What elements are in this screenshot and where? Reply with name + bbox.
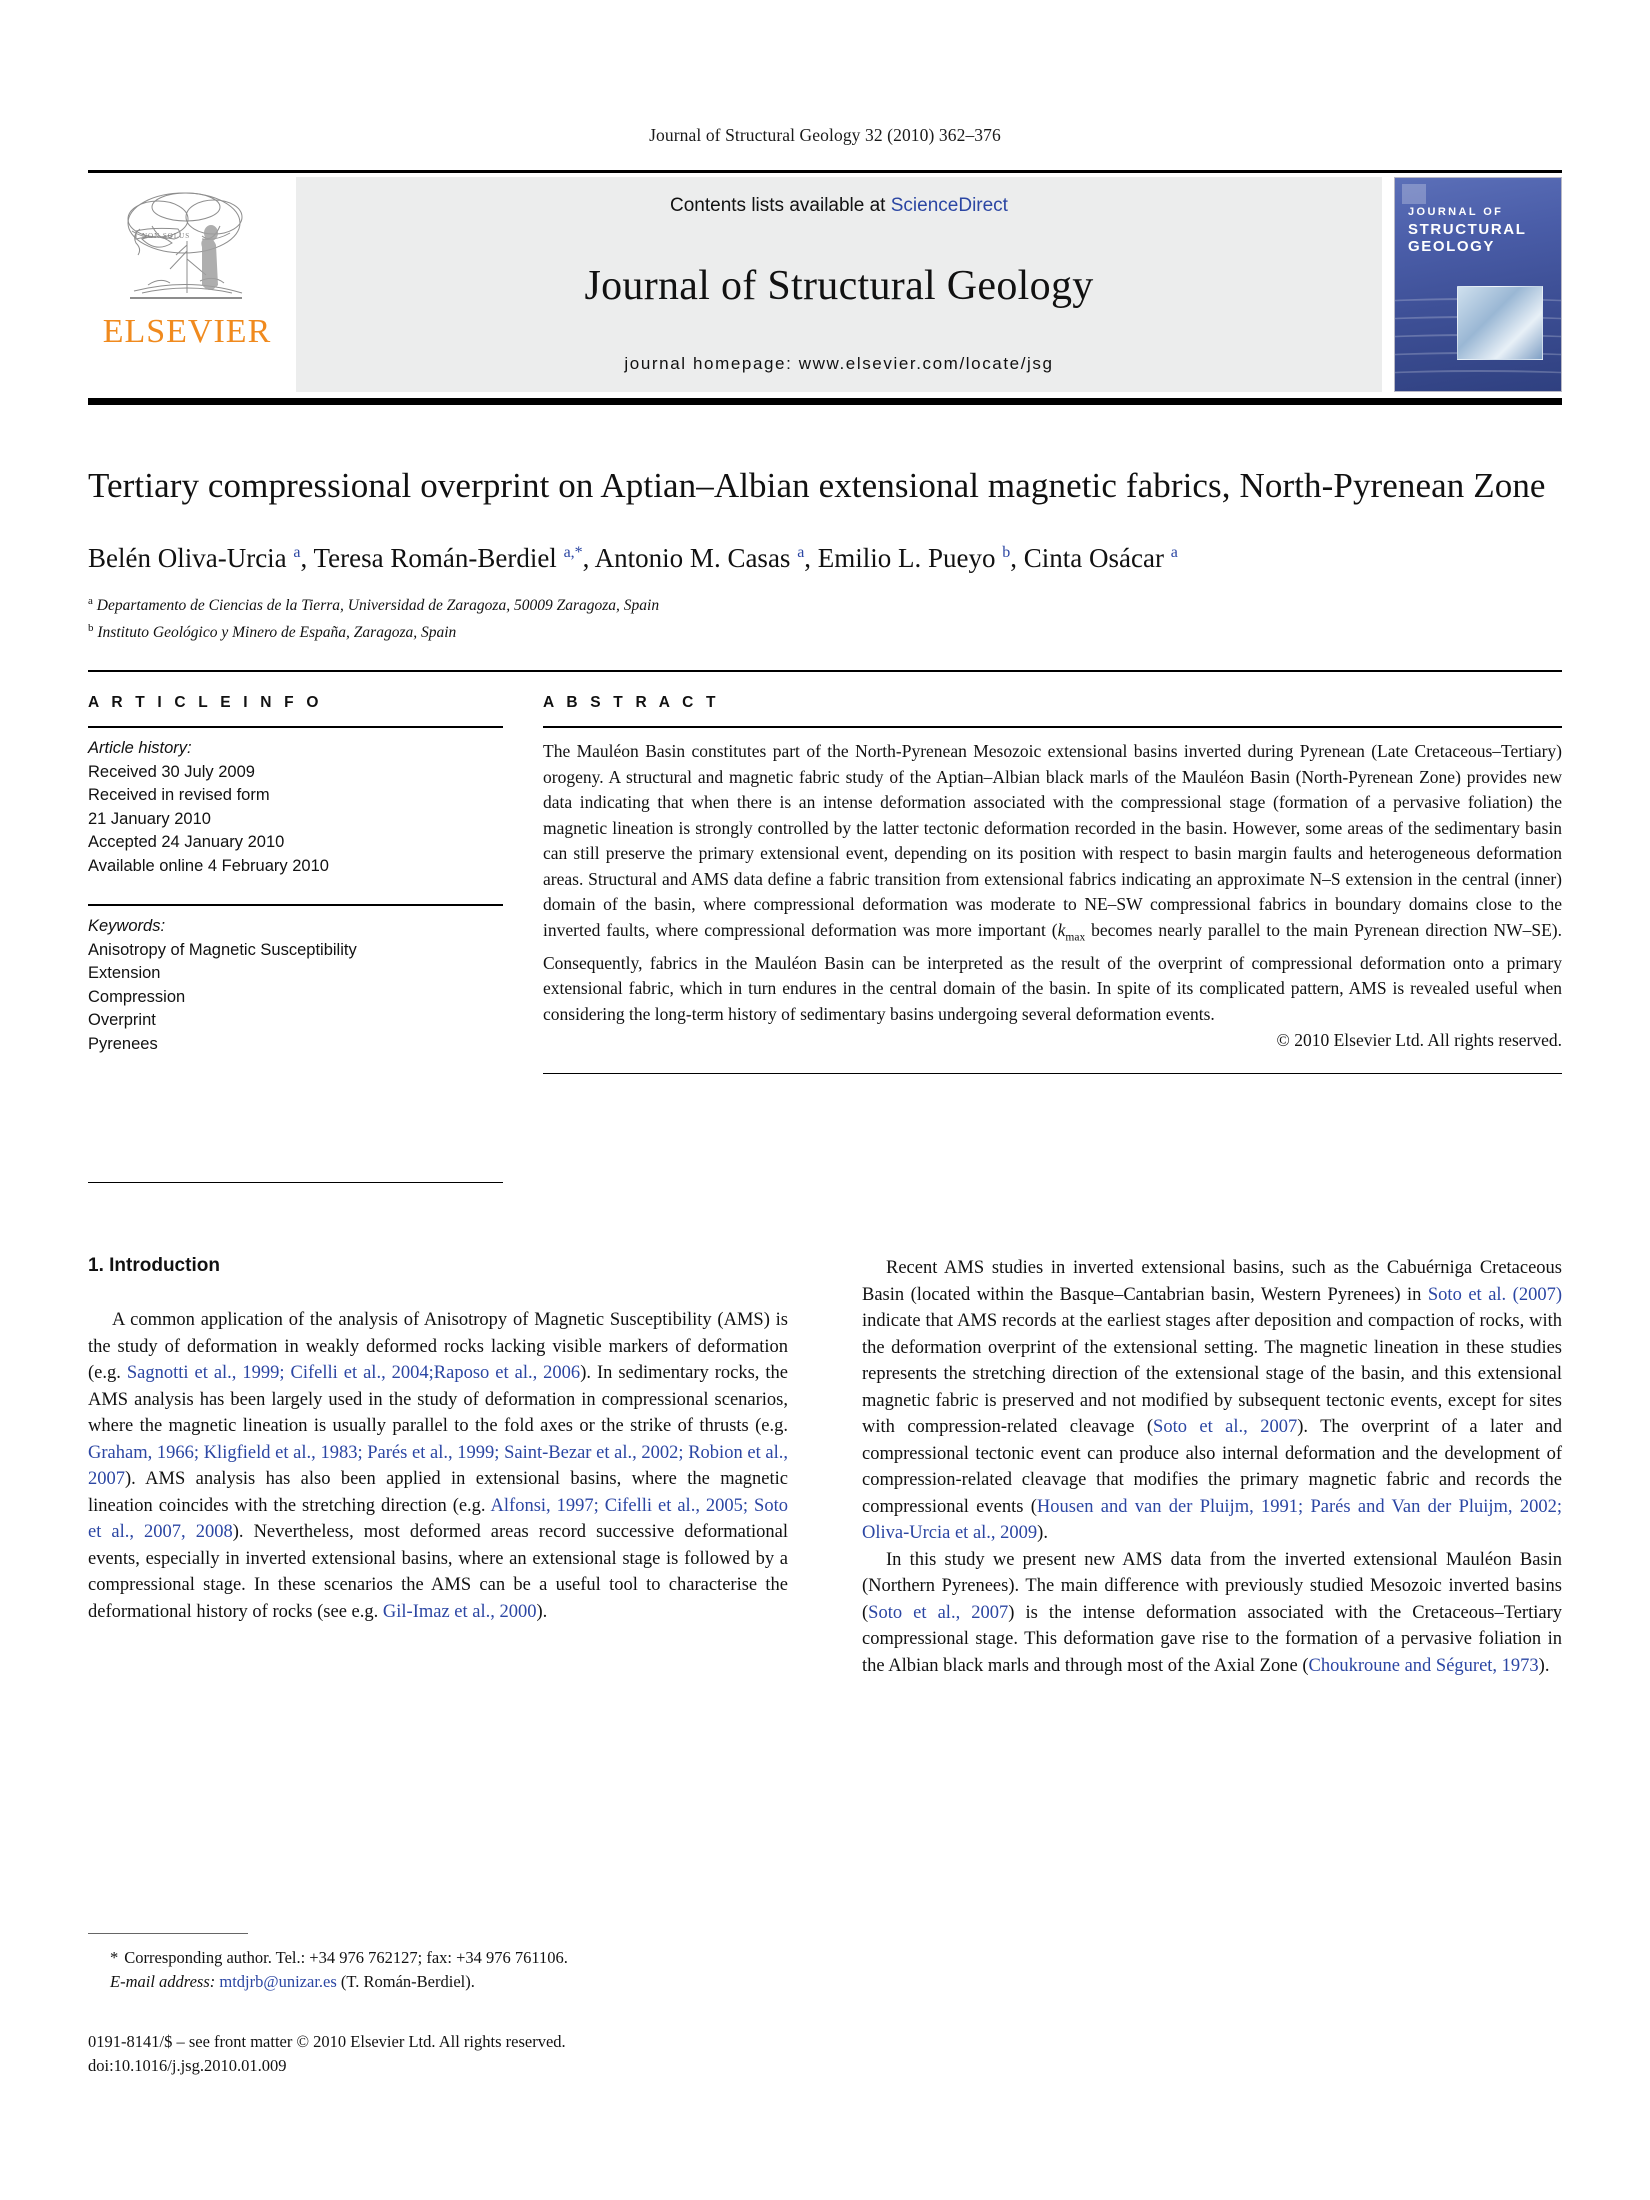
- corresponding-author-note: [88, 1946, 788, 1970]
- doi-line: doi:10.1016/j.jsg.2010.01.009: [88, 2056, 287, 2075]
- info-abstract-row: [88, 672, 1562, 1183]
- email-link[interactable]: mtdjrb@unizar.es: [219, 1972, 337, 1991]
- corresponding-author-text: Corresponding author. Tel.: +34 976 762127; fax: +34 976 761106.: [124, 1948, 568, 1967]
- footnote-zone: [88, 1933, 788, 2078]
- affiliation-b-text: Instituto Geológico y Minero de España, Zaragoza, Spain: [97, 624, 457, 642]
- email-label: E-mail address:: [110, 1972, 216, 1991]
- cover-title: [1408, 204, 1553, 255]
- corresponding-author-marker: *: [110, 1948, 119, 1967]
- cover-title-line-1: JOURNAL OF: [1408, 206, 1504, 218]
- body-columns: [88, 1255, 1562, 1679]
- body-column-right: [862, 1255, 1562, 1679]
- cover-title-line-3: GEOLOGY: [1408, 238, 1496, 255]
- abstract-column: [543, 694, 1562, 1183]
- abstract-copyright: © 2010 Elsevier Ltd. All rights reserved.: [1276, 1030, 1562, 1051]
- history-item: Received in revised form: [88, 786, 270, 805]
- keywords-label: Keywords:: [88, 917, 166, 936]
- author-list: Belén Oliva-Urcia $^a$, Teresa Román-Berdiel $^{a,*}$, Antonio M. Casas $^a$, Emilio L. Pueyo $^b$, Cinta Osácar $^a$: [88, 543, 1178, 573]
- history-item: Received 30 July 2009: [88, 762, 255, 781]
- history-item: Available online 4 February 2010: [88, 856, 329, 875]
- article-info-column: [88, 694, 503, 1183]
- email-note: [88, 1970, 788, 1994]
- keyword-item: Anisotropy of Magnetic Susceptibility: [88, 940, 357, 959]
- article-info-bottom-rule: [88, 1182, 503, 1183]
- journal-title: Journal of Structural Geology: [584, 262, 1094, 309]
- running-head: Journal of Structural Geology 32 (2010) 362–376: [649, 125, 1001, 145]
- elsevier-wordmark: ELSEVIER: [102, 313, 272, 350]
- keywords-block: [88, 906, 503, 1056]
- history-item: Accepted 24 January 2010: [88, 833, 285, 852]
- abstract-bottom-rule: [543, 1073, 1562, 1074]
- keyword-item: Pyrenees: [88, 1034, 158, 1053]
- article-history-label: Article history:: [88, 739, 192, 758]
- title-block: [88, 463, 1562, 644]
- affiliation-b: [88, 617, 1562, 644]
- contents-available-line: [670, 195, 1008, 217]
- sciencedirect-link[interactable]: ScienceDirect: [890, 195, 1008, 216]
- keyword-item: Overprint: [88, 1011, 156, 1030]
- contents-prefix: Contents lists available at: [670, 195, 891, 216]
- info-spacer: [88, 878, 503, 904]
- article-history: [88, 728, 503, 878]
- footnote-rule: [88, 1933, 248, 1934]
- keyword-item: Compression: [88, 987, 186, 1006]
- cover-title-line-2: STRUCTURAL: [1408, 221, 1527, 238]
- body-column-left: [88, 1255, 788, 1679]
- history-item: 21 January 2010: [88, 809, 211, 828]
- cover-inset-photo: [1457, 286, 1543, 360]
- abstract-body: The Mauléon Basin constitutes part of the North-Pyrenean Mesozoic extensional basins inverted during Pyrenean (Late Cretaceous–Tertiary) orogeny. A structural and magnetic fabric study of the Aptian–Albian black marls of the Mauléon Basin (North-Pyrenean Zone) provides new data indicating that when there is an intense deformation associated with the compressional stage (formation of a pervasive foliation) the magnetic lineation is strongly controlled by the latter tectonic deformation recorded in the basin. However, some areas of the sedimentary basin can still preserve the primary extensional event, depending on its position with respect to basin margin faults and heterogeneous deformation areas. Structural and AMS data define a fabric transition from extensional fabrics indicating an approximate N–S extension in the central (inner) domain of the basin, where compressional deformation was moderate to NE–SW compressional fabrics in boundary domains close to the inverted faults, where compressional deformation was more important ($k_{max}$ becomes nearly parallel to the main Pyrenean direction NW–SE). Consequently, fabrics in the Mauléon Basin can be interpreted as the result of the overprint of compressional deformation onto a primary extensional fabric, which in turn endures in the central domain of the basin. In spite of its complicated pattern, AMS is revealed useful when considering the long-term history of sedimentary basins undergoing several deformation events.: [543, 741, 1562, 1024]
- journal-cover-thumbnail: [1394, 177, 1562, 392]
- affiliation-b-marker: b: [88, 622, 94, 635]
- abstract-heading: A B S T R A C T: [543, 694, 720, 712]
- journal-homepage[interactable]: journal homepage: www.elsevier.com/locate/jsg: [624, 354, 1054, 373]
- paragraph: A common application of the analysis of Anisotropy of Magnetic Susceptibility (AMS) is the study of deformation in weakly deformed rocks lacking visible markers of deformation (e.g. Sagnotti et al., 1999; Cifelli et al., 2004;Raposo et al., 2006). In sedimentary rocks, the AMS analysis has been largely used in the study of deformation in compressional scenarios, where the magnetic lineation is usually parallel to the fold axes or the strike of thrusts (e.g. Graham, 1966; Kligfield et al., 1983; Parés et al., 1999; Saint-Bezar et al., 2002; Robion et al., 2007). AMS analysis has also been applied in extensional basins, where the magnetic lineation coincides with the stretching direction (e.g. Alfonsi, 1997; Cifelli et al., 2005; Soto et al., 2007, 2008). Nevertheless, most deformed areas record successive deformational events, especially in inverted extensional basins, where an extensional stage is followed by a compressional stage. In these scenarios the AMS can be a useful tool to characterise the deformational history of rocks (see e.g. Gil-Imaz et al., 2000).: [88, 1310, 788, 1622]
- cover-wave-5: [1394, 370, 1562, 386]
- affiliation-a-marker: a: [88, 595, 93, 607]
- paragraph: Recent AMS studies in inverted extensional basins, such as the Cabuérniga Cretaceous Basin (located within the Basque–Cantabrian basin, Western Pyrenees) in Soto et al. (2007) indicate that AMS records at the earliest stages after deposition and compaction of rocks, with the deformation overprint of the extensional setting. The magnetic lineation in these studies represents the stretching direction of the extensional stage of the basin, and this extensional magnetic fabric is preserved and not modified by subsequent tectonic events, except for sites with compression-related cleavage (Soto et al., 2007). The overprint of a later and compressional tectonic event can produce also internal deformation and the development of compression-related cleavage that modifies the primary magnetic fabric and records the compressional events (Housen and van der Pluijm, 1991; Parés and Van der Pluijm, 2002; Oliva-Urcia et al., 2009).: [862, 1258, 1562, 1544]
- issn-line: 0191-8141/$ – see front matter © 2010 Elsevier Ltd. All rights reserved.: [88, 2032, 566, 2051]
- affiliations: [88, 590, 1562, 644]
- paragraph: In this study we present new AMS data from the inverted extensional Mauléon Basin (Northern Pyrenees). The main difference with previously studied Mesozoic inverted basins (Soto et al., 2007) is the intense deformation associated with the Cretaceous–Tertiary compressional stage. This deformation gave rise to the formation of a pervasive foliation in the Albian black marls and through most of the Axial Zone (Choukroune and Séguret, 1973).: [862, 1549, 1562, 1676]
- affiliation-a-text: Departamento de Ciencias de la Tierra, Universidad de Zaragoza, 50009 Zaragoza, Spain: [96, 597, 660, 615]
- cover-publisher-logo-icon: [1402, 184, 1426, 204]
- article-info-heading: A R T I C L E I N F O: [88, 694, 323, 712]
- page-title: Tertiary compressional overprint on Aptian–Albian extensional magnetic fabrics, North-Pyrenean Zone: [88, 466, 1546, 505]
- affiliation-a: [88, 590, 1562, 617]
- keyword-item: Extension: [88, 964, 161, 983]
- journal-band: [296, 177, 1382, 392]
- masthead: [88, 170, 1562, 392]
- elsevier-tree-icon: [112, 181, 262, 311]
- masthead-bottom-rule: [88, 398, 1562, 405]
- email-owner: (T. Román-Berdiel).: [340, 1972, 475, 1991]
- section-heading-introduction: 1. Introduction: [88, 1255, 220, 1277]
- svg-text:NON SOLUS: NON SOLUS: [142, 232, 191, 240]
- elsevier-logo: [88, 177, 286, 392]
- issn-block: [88, 2030, 788, 2078]
